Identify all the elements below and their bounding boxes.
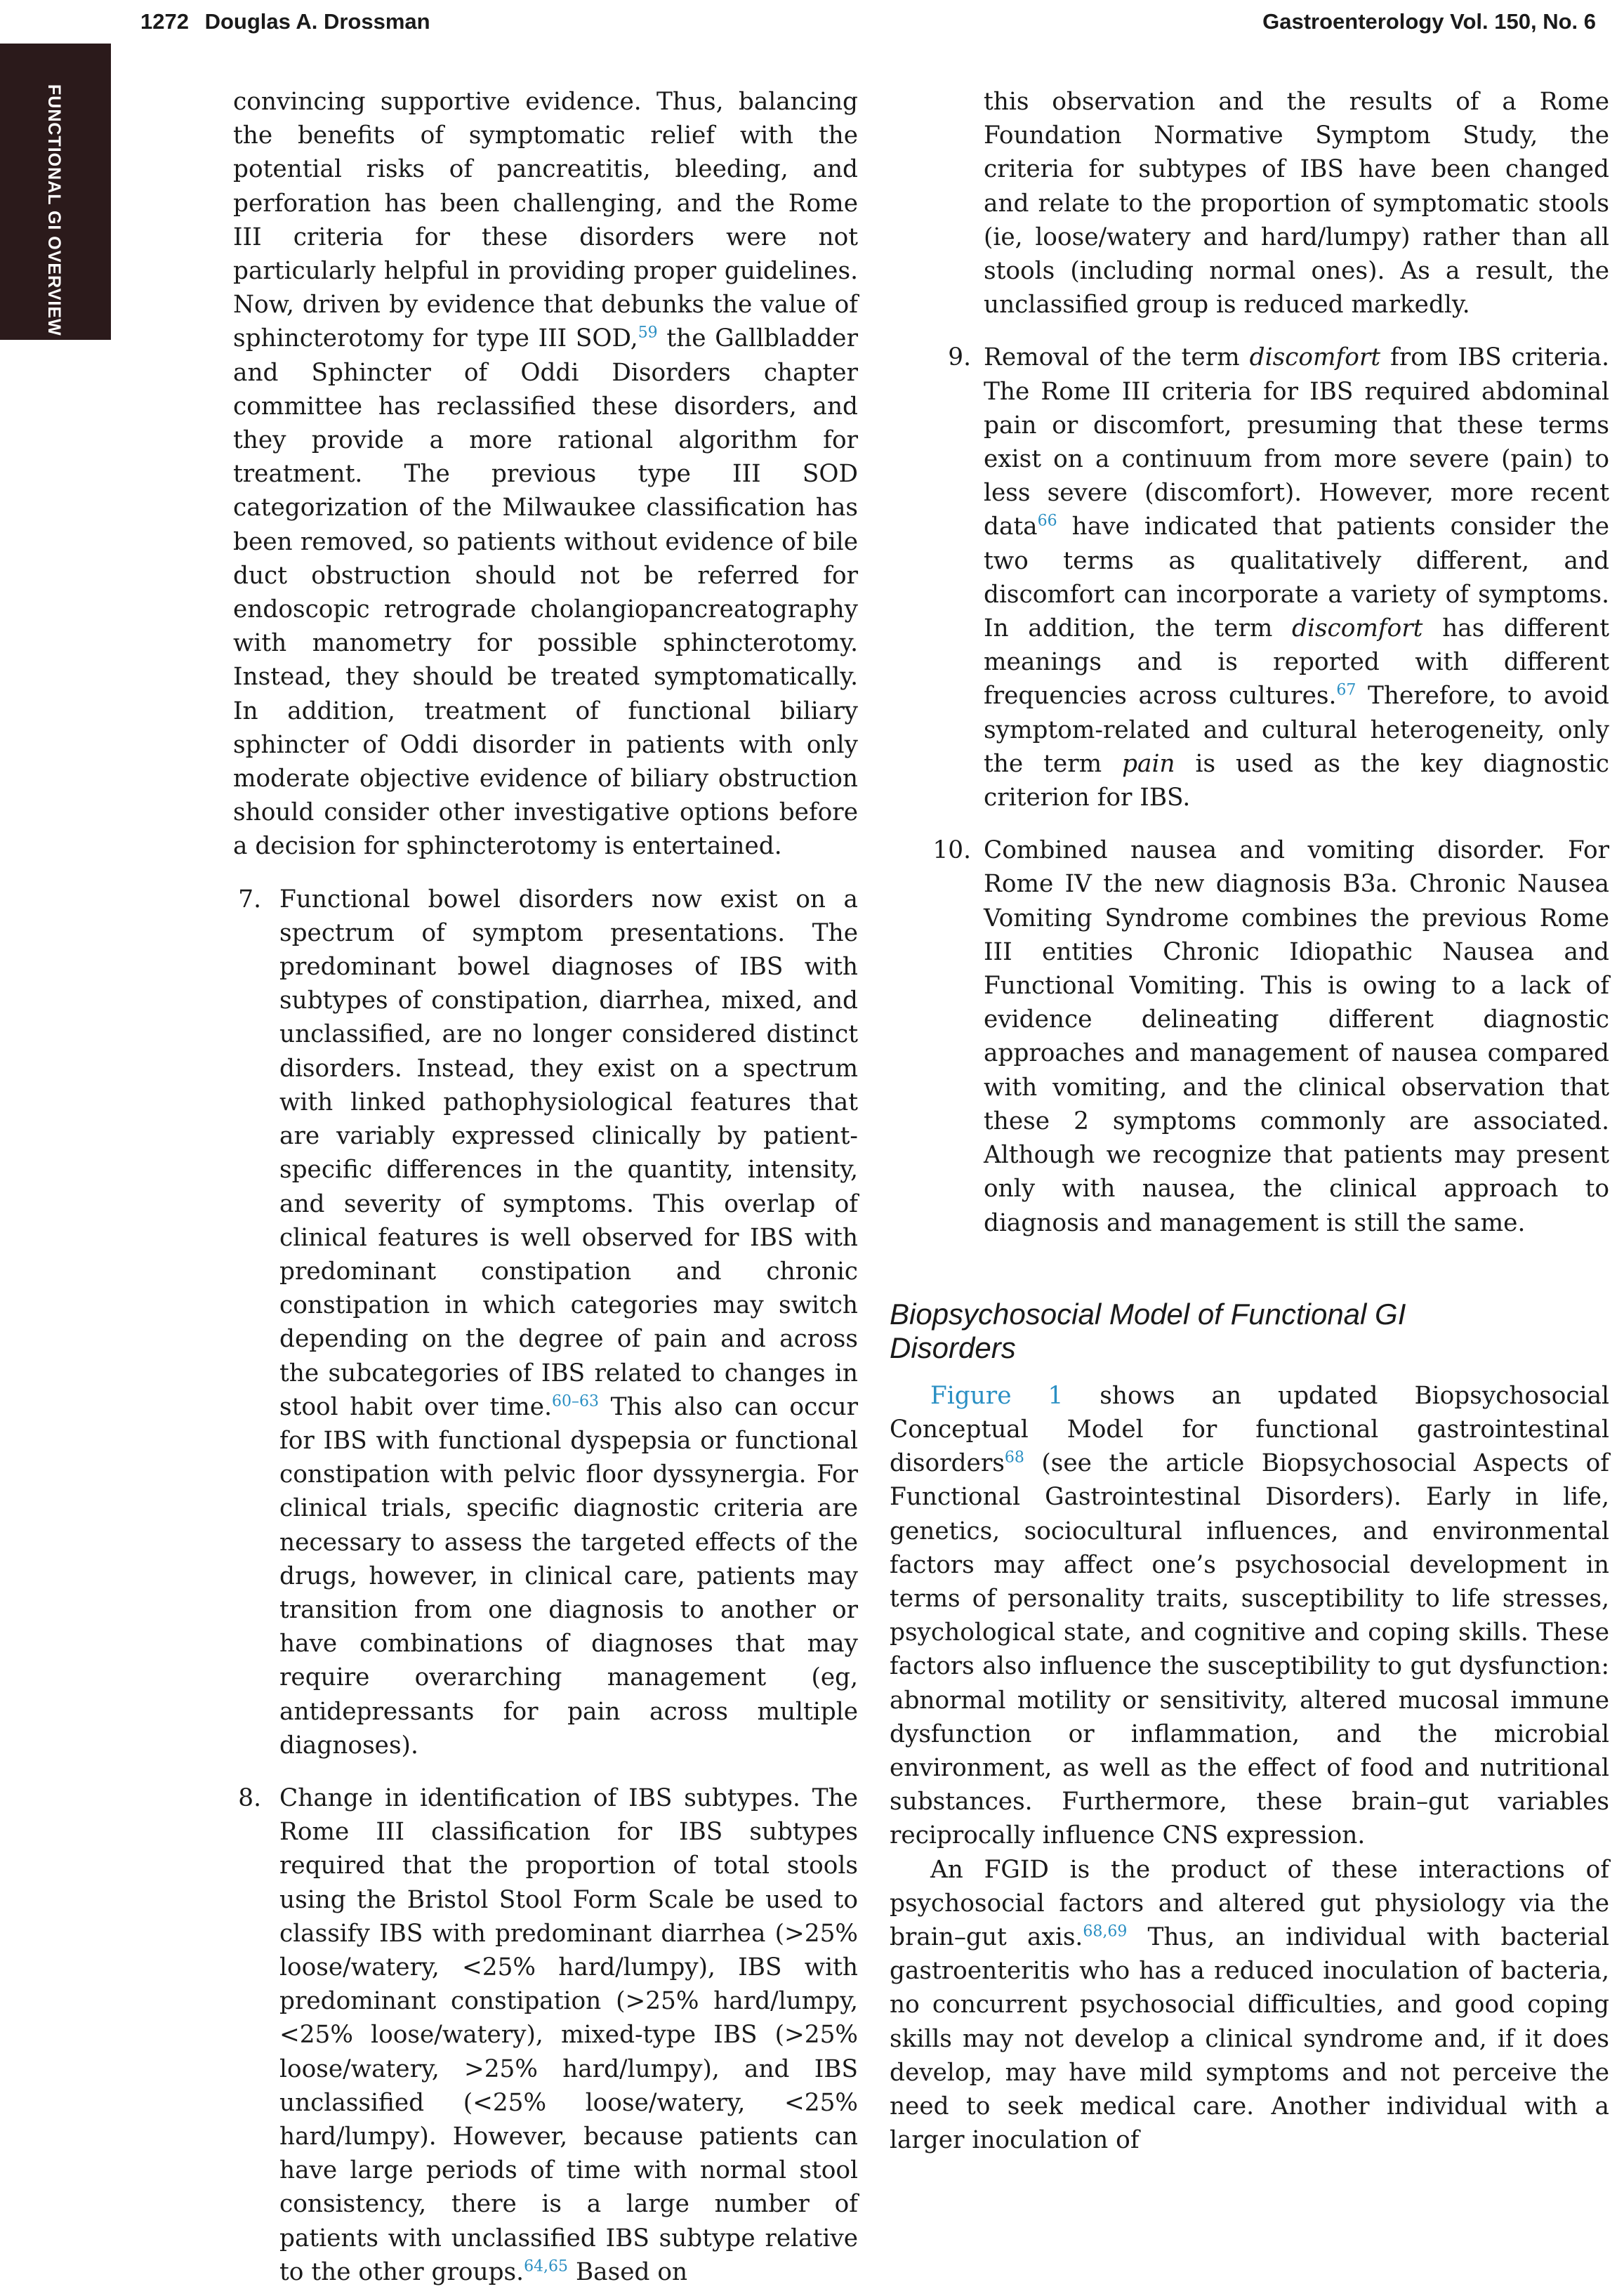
journal-citation: Gastroenterology Vol. 150, No. 6 <box>1262 9 1596 34</box>
figure-link[interactable]: Figure 1 <box>930 1381 1064 1410</box>
list-number: 10. <box>932 836 971 865</box>
list-item-text <box>984 341 1609 814</box>
paragraph-sod-continuation <box>233 85 858 864</box>
text-run: has different meanings and is reported with different frequencies across cultures. <box>984 614 1610 711</box>
citation-link[interactable]: 66 <box>1037 513 1057 531</box>
left-column <box>233 85 858 2289</box>
list-number: 9. <box>948 343 971 372</box>
list-number: 8. <box>238 1783 261 1812</box>
text-run: the Gallbladder and Sphincter of Oddi Disorders chapter committee has reclassified these disorders, and they provide a more rational algorithm for treatment. The previous type III SOD categorization of the Milwaukee classification has been removed, so patients without evidence of bile duct obstruction should not be referred for endoscopic retrograde cholangiopancreatography with manometry for possible sphincterotomy. Instead, they should be treated symptomatically. In addition, treatment of functional biliary sphincter of Oddi disorder in patients with only moderate objective evidence of biliary obstruction should consider other investigative options before a decision for sphincterotomy is entertained. <box>233 324 858 861</box>
side-tab-label: FUNCTIONAL GI OVERVIEW <box>44 84 64 336</box>
paragraph-fgid-product <box>890 1853 1609 2158</box>
citation-link[interactable]: 68 <box>1004 1449 1024 1467</box>
page-number: 1272 <box>140 9 189 34</box>
text-run: from IBS criteria. The Rome III criteria for IBS required abdominal pain or discomfort, presuming that these terms exist on a continuum from more severe (pain) to less severe (discomfort). However, more recent data <box>984 343 1610 541</box>
emphasis: pain <box>1122 749 1175 778</box>
list-item-8 <box>233 1781 858 2289</box>
list-item-10 <box>890 833 1609 1239</box>
text-run: Based on <box>568 2257 688 2286</box>
text-run: Therefore, to avoid symptom-related and cultural heterogeneity, only the term <box>984 682 1609 778</box>
citation-link[interactable]: 60–63 <box>551 1392 599 1411</box>
running-header <box>140 6 1596 38</box>
citation-link[interactable]: 68,69 <box>1083 1922 1128 1941</box>
text-run: An FGID is the product of these interactions of psychosocial factors and altered gut physiology via the brain–gut axis. <box>890 1855 1609 1951</box>
text-run: is used as the key diagnostic criterion for IBS. <box>984 749 1610 812</box>
section-heading: Biopsychosocial Model of Functional GI Disorders <box>890 1297 1406 1364</box>
emphasis: discomfort <box>1292 614 1423 643</box>
list-item-9 <box>890 341 1609 814</box>
citation-link[interactable]: 64,65 <box>524 2257 569 2276</box>
emphasis: discomfort <box>1249 343 1381 372</box>
header-left <box>140 6 430 38</box>
text-run: Functional bowel disorders now exist on a spectrum of symptom presentations. The predominant bowel diagnoses of IBS with subtypes of constipation, diarrhea, mixed, and unclassified, are no longer considered distinct disorders. Instead, they exist on a spectrum with linked pathophysiological features that are variably expressed clinically by patient-specific differences in the quantity, intensity, and severity of symptoms. This overlap of clinical features is well observed for IBS with predominant constipation and chronic constipation in which categories may switch depending on the degree of pain and across the subcategories of IBS related to changes in stool habit over time. <box>279 885 858 1421</box>
citation-link[interactable]: 67 <box>1336 682 1356 700</box>
list-item-text: Combined nausea and vomiting disorder. For Rome IV the new diagnosis B3a. Chronic Nausea Vomiting Syndrome combines the previous Rome III entities Chronic Idiopathic Nausea and Functional Vomiting. This is owing to a lack of evidence delineating different diagnostic approaches and management of nausea compared with vomiting, and the clinical observation that these 2 symptoms commonly are associated. Although we recognize that patients may present only with nausea, the clinical approach to diagnosis and management is still the same. <box>984 836 1609 1237</box>
section-side-tab <box>0 44 111 340</box>
text-run: convincing supportive evidence. Thus, balancing the benefits of symptomatic relief with the potential risks of pancreatitis, bleeding, and perforation has been challenging, and the Rome III criteria for these disorders were not particularly helpful in providing proper guidelines. Now, driven by evidence that debunks the value of sphincterotomy for type III SOD, <box>233 88 858 353</box>
list-item-8-continuation: this observation and the results of a Rome Foundation Normative Symptom Study, the criteria for subtypes of IBS have been changed and relate to the proportion of symptomatic stools (ie, loose/watery and hard/lumpy) rather than all stools (including normal ones). As a result, the unclassified group is reduced markedly. <box>984 88 1609 319</box>
list-item-7 <box>233 883 858 1762</box>
list-item-text <box>279 1781 858 2289</box>
text-run: shows an updated Biopsychosocial Conceptual Model for functional gastrointestinal disorders <box>890 1381 1609 1478</box>
right-column <box>890 85 1609 2157</box>
citation-link[interactable]: 59 <box>638 324 658 342</box>
text-run: Change in identification of IBS subtypes. The Rome III classification for IBS subtypes required that the proportion of total stools using the Bristol Stool Form Scale be used to classify IBS with predominant diarrhea (>25% loose/watery, <25% hard/lumpy), IBS with predominant constipation (>25% hard/lumpy, <25% loose/watery), mixed-type IBS (>25% loose/watery, >25% hard/lumpy), and IBS unclassified (<25% loose/watery, <25% hard/lumpy). However, because patients can have large periods of time with normal stool consistency, there is a large number of patients with unclassified IBS subtype relative to the other groups. <box>279 1783 858 2286</box>
text-run: This also can occur for IBS with functional dyspepsia or functional constipation with pelvic floor dyssynergia. For clinical trials, specific diagnostic criteria are necessary to assess the targeted effects of the drugs, however, in clinical care, patients may transition from one diagnosis to another or have combinations of diagnoses that may require overarching management (eg, antidepressants for pain across multiple diagnoses). <box>279 1392 858 1760</box>
text-run: Thus, an individual with bacterial gastroenteritis who has a reduced inoculation of bacteria, no concurrent psychosocial difficulties, and good coping skills may not develop a clinical syndrome and, if it does develop, may have mild symptoms and not perceive the need to seek medical care. Another individual with a larger inoculation of <box>890 1922 1609 2155</box>
list-item-text <box>279 883 858 1762</box>
text-run: Removal of the term <box>984 343 1250 372</box>
text-run: (see the article Biopsychosocial Aspects of Functional Gastrointestinal Disorders). Early in life, genetics, sociocultural influences, and environmental factors may affect one’s psychosocial development in terms of personality traits, susceptibility to life stresses, psychological state, and cognitive and coping skills. These factors also influence the susceptibility to gut dysfunction: abnormal motility or sensitivity, altered mucosal immune dysfunction or inflammation, and the microbial environment, as well as the effect of food and nutritional substances. Furthermore, these brain–gut variables reciprocally influence CNS expression. <box>890 1449 1609 1850</box>
header-author: Douglas A. Drossman <box>204 9 430 34</box>
text-run: have indicated that patients consider the two terms as qualitatively different, and discomfort can incorporate a variety of symptoms. In addition, the term <box>984 513 1609 643</box>
list-number: 7. <box>238 885 261 913</box>
paragraph-biopsychosocial-model <box>890 1379 1609 1853</box>
